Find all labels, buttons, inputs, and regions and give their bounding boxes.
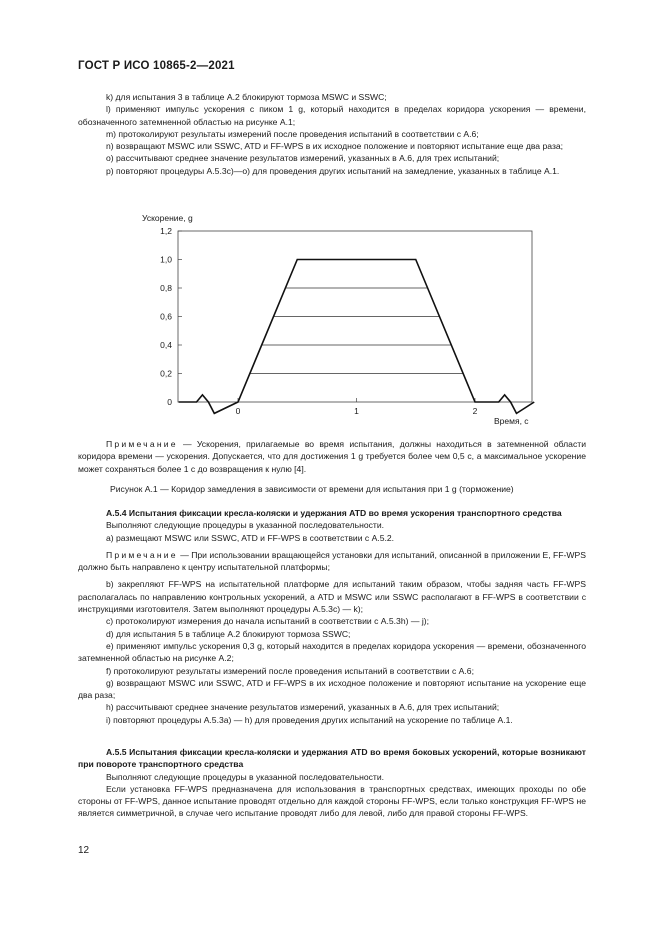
y-axis-label: Ускорение, g bbox=[142, 213, 193, 223]
section-heading: А.5.5 Испытания фиксации кресла-коляски и удержания ATD во время боковых ускорений, которые возникают при повороте транспортного средства bbox=[78, 747, 586, 770]
section-intro: Выполняют следующие процедуры в указанной последовательности. bbox=[106, 771, 385, 782]
note-text: — Ускорения, прилагаемые во время испытания, должны находиться в затемненной области коридора времени — ускорения. Допускается, что для достижения 1 g требуется более чем 0,5 с, а максимальное ускорение может сохраняться более 1 с до возвращения к нулю [4]. bbox=[78, 439, 586, 474]
list-item: l) применяют импульс ускорения с пиком 1 g, который находится в пределах коридора ускорения — времени, обозначенного затемненной областью на рисунке А.1; bbox=[78, 104, 586, 127]
list-item: p) повторяют процедуры А.5.3c)—o) для проведения других испытаний на замедление, указанных в таблице А.1. bbox=[106, 165, 560, 176]
section-heading: А.5.4 Испытания фиксации кресла-коляски и удержания ATD во время ускорения транспортного средства bbox=[106, 508, 562, 518]
note-label: Примечание bbox=[106, 439, 178, 449]
document-header: ГОСТ Р ИСО 10865-2—2021 bbox=[78, 60, 235, 72]
x-axis-label: Время, с bbox=[494, 416, 529, 426]
list-item: k) для испытания 3 в таблице А.2 блокируют тормоза MSWC и SSWC; bbox=[106, 92, 387, 102]
list-item: m) протоколируют результаты измерений после проведения испытаний в соответствии с А.6; bbox=[106, 128, 479, 139]
list-item: b) закрепляют FF-WPS на испытательной платформе для испытаний таким образом, чтобы задняя часть FF-WPS располагалась по направлению контрольных ускорений, а ATD и MSWC или SSWC располагают в FF-WPS в соответствии с инструкциями изготовителя. Затем выполняют процедуры А.5.3c) — k); bbox=[78, 579, 586, 615]
y-tick-label: 1,2 bbox=[160, 226, 172, 236]
section-paragraph: Если установка FF-WPS предназначена для использования в транспортных средствах, имеющих проходы по обе стороны от FF-WPS, данное испытание проводят отдельно для каждой стороны FF-WPS, если только конструкция FF-WPS не является симметричной, в случае чего испытание проводят либо для левой, либо для правой стороны FF-WPS. bbox=[78, 783, 586, 819]
y-tick-label: 1,0 bbox=[160, 254, 172, 265]
list-item: d) для испытания 5 в таблице А.2 блокируют тормоза SSWC; bbox=[106, 628, 351, 639]
series-line bbox=[179, 260, 535, 414]
list-item: g) возвращают MSWC или SSWC, ATD и FF-WPS в их исходное положение и повторяют испытание на ускорение еще два раза; bbox=[78, 677, 586, 701]
page-number: 12 bbox=[78, 845, 90, 856]
chart-note bbox=[78, 438, 586, 475]
section-intro: Выполняют следующие процедуры в указанной последовательности. bbox=[106, 520, 385, 531]
y-tick-label: 0,4 bbox=[160, 340, 172, 350]
y-tick-label: 0,2 bbox=[160, 368, 172, 379]
list-item: i) повторяют процедуры А.5.3а) — h) для проведения других испытаний на ускорение по таблице А.1. bbox=[106, 714, 513, 725]
list-item: o) рассчитывают среднее значение результатов измерений, указанных в А.6, для трех испытаний; bbox=[106, 153, 500, 164]
list-item: n) возвращают MSWC или SSWC, ATD и FF-WPS в их исходное положение и повторяют испытание еще два раза; bbox=[106, 141, 564, 152]
list-item: h) рассчитывают среднее значение результатов измерений, указанных в А.6, для трех испытаний; bbox=[106, 702, 500, 713]
list-item: c) протоколируют измерения до начала испытаний в соответствии с А.5.3h) — j); bbox=[106, 616, 429, 627]
list-item: e) применяют импульс ускорения 0,3 g, который находится в пределах коридора ускорения — времени, обозначенного затемненной областью на рисунке А.2; bbox=[78, 640, 586, 664]
deceleration-corridor-chart bbox=[0, 0, 661, 440]
x-tick-label: 0 bbox=[235, 406, 241, 416]
note-text: — При использовании вращающейся установки для испытаний, описанной в приложении Е, FF-WPS должно быть направлено к центру испытательной платформы; bbox=[78, 549, 586, 573]
section-a55 bbox=[78, 746, 586, 820]
y-tick-label: 0 bbox=[167, 397, 172, 407]
figure-caption: Рисунок А.1 — Коридор замедления в зависимости от времени для испытания при 1 g (торможение) bbox=[110, 484, 514, 494]
x-tick-label: 2 bbox=[472, 406, 478, 416]
x-tick-label: 1 bbox=[354, 406, 359, 416]
section-a54 bbox=[78, 507, 586, 726]
list-item: а) размещают MSWC или SSWC, ATD и FF-WPS в соответствии с А.5.2. bbox=[106, 532, 395, 543]
y-tick-label: 0,6 bbox=[160, 311, 172, 322]
list-item: f) протоколируют результаты измерений после проведения испытаний в соответствии с А.6; bbox=[106, 665, 474, 676]
note-label: Примечание bbox=[106, 549, 178, 560]
y-tick-label: 0,8 bbox=[160, 283, 172, 293]
